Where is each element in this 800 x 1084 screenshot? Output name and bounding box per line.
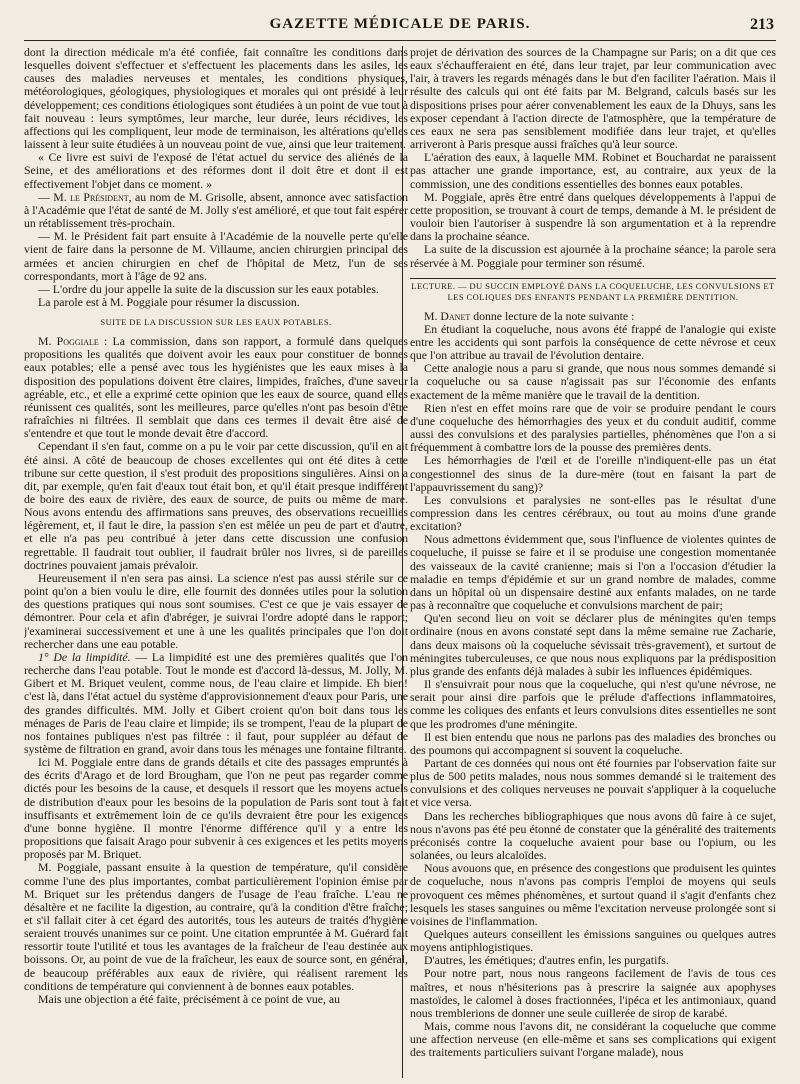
paragraph: projet de dérivation des sources de la Champagne sur Paris; on a dit que ces eaux s'échaufferaient en été, dans leur trajet, par leur communication avec l'air, à travers les regards ménagés dans le but d'en faciliter l'aération. Mais il résulte des calculs qui ont été faits par M. Belgrand, calculs basés sur les dispositions prises pour aérer convenablement les eaux de la Dhuys, sans les exposer cependant à l'action directe de l'atmosphère, que la température de ces eaux ne sera pas sensiblement modifiée dans leur trajet, et qu'elles arriveront à Paris presque aussi fraîches qu'à leur source. — [410, 46, 776, 152]
paragraph: Dans les recherches bibliographiques que nous avons dû faire à ce sujet, nous n'avons pas été peu étonné de constater que la généralité des traitements préconisés contre la coqueluche avaient pour base ou l'opium, ou les solanées, ou leurs alcaloïdes. — [410, 808, 776, 863]
speaker-name: M. Danet — [424, 308, 471, 323]
subheading: 1° De la limpidité. — [38, 649, 131, 664]
paragraph: « Ce livre est suivi de l'exposé de l'état actuel du service des aliénés de la Seine, et des améliorations et des réformes dont il doit être et dont il est effectivement l'objet dans ce moment. » — [24, 150, 408, 191]
page-header — [24, 16, 776, 41]
paragraph: Cependant il s'en faut, comme on a pu le voir par cette discussion, qu'il en ait été ainsi. A côté de beaucoup de choses excellentes qui ont été dites à cette tribune sur cette question, il s'est produit des propositions singulières. Ainsi on a dit, par exemple, qu'en fait d'eaux tout était bon, et qu'il était presque indifférent de boire des eaux de rivière, des eaux de source, de puits ou même de mare. Nous avons entendu des affirmations sans preuves, des observations recueillies légèrement, et, il faut le dire, la passion s'en est mêlée un peu de part et d'autre, et elle n'a pas peu contribué à jeter dans cette discussion une confusion regrettable. Il faudrait tout oublier, il faudrait brûler nos livres, si de pareilles doctrines pouvaient jamais prévaloir. — [24, 439, 408, 572]
paragraph: dont la direction médicale m'a été confiée, fait connaître les conditions dans lesquelles doivent s'effectuer et s'effectuent les placements dans les asiles, les causes des maladies nerveuses et mentales, les conditions physiques, météorologiques, géologiques, physiologiques et morales qui ont présidé à leur développement; ces conditions étiologiques sont étudiées à un point de vue tout à fait nouveau : leurs symptômes, leur marche, leur durée, leurs récidives, les affections qui les compliquent, leur mode de terminaison, les altérations qu'elles laissent à leur suite étudiées à un nouveau point de vue, ainsi que leur traitement. — [24, 46, 408, 152]
left-column — [24, 46, 408, 1076]
text-run: , au nom de M. Grisolle, absent, annonce avec satisfaction à l'Académie que l'état de santé de M. Jolly s'est amélioré, et que tout fait espérer un rétablissement très-prochain. — [24, 189, 408, 231]
paragraph: M. Poggiale, après être entré dans quelques développements à l'appui de cette proposition, se trouvant à court de temps, demande à M. le président de vouloir bien l'autoriser à suspendre là son argumentation et à la reprendre dans la prochaine séance. — [410, 189, 776, 244]
paragraph: La suite de la discussion est ajournée à la prochaine séance; la parole sera réservée à M. Poggiale pour terminer son résumé. — [410, 242, 776, 270]
speaker-name: le Président — [70, 189, 129, 204]
paragraph: M. Poggiale, passant ensuite à la question de température, qu'il considère comme l'une des plus importantes, combat particulièrement l'opinion émise par M. Briquet sur les prétendus dangers de l'usage de l'eau fraîche. L'eau ne désaltère et ne facilite la digestion, au contraire, qu'à la condition d'être fraîche; et s'il fallait citer à cet égard des autorités, tous les auteurs de traités d'hygiène seraient trouvés unanimes sur ce point. Une citation empruntée à M. Guérard fait ressortir toute l'utilité et tous les avantages de la fraîcheur de l'eau destinée aux boissons. Or, au point de vue de la fraîcheur, les eaux de source sont, en général, de beaucoup préférables aux eaux de rivière, qui réalisent rarement les conditions de température qui conviennent à de bonnes eaux potables. — [24, 860, 408, 993]
journal-title: GAZETTE MÉDICALE DE PARIS. — [269, 16, 531, 32]
paragraph: En étudiant la coqueluche, nous avons été frappé de l'analogie qui existe entre les accidents qui sont parfois la conséquence de cette névrose et ceux que l'on attribue au travail de l'évolution dentaire. — [410, 321, 776, 363]
paragraph: Partant de ces données qui nous ont été fournies par l'observation faite sur plus de 500 petits malades, nous nous sommes demandé si le traitement des convulsions et des coliques nerveuses ne pouvait s'appliquer à la coqueluche et vice versa. — [410, 755, 776, 810]
paragraph: Les convulsions et paralysies ne sont-elles pas le résultat d'une compression dans les centres cérébraux, ou tout au moins d'une grande excitation? — [410, 492, 776, 534]
paragraph: Nous admettons évidemment que, sous l'influence de violentes quintes de coqueluche, il puisse se faire et il se produise une congestion momentanée des vaisseaux de la cavité cranienne; mais si l'on a l'occasion d'étudier la maladie en temps d'épidémie et sur un grand nombre de malades, comme dans un hôpital où un dispensaire destiné aux enfants malades, on ne tarde pas à reconnaître que coqueluche et convulsions marchent de pair; — [410, 532, 776, 613]
paragraph: Nous avouons que, en présence des congestions que produisent les quintes de coqueluche, nous n'avons pas compris l'emploi de moyens qui seuls provoquent ces mêmes phénomènes, et surtout quand il s'agit d'enfants chez lesquels les stases sanguines ou même l'excitation nerveuse prolongée sont si voisines de l'inflammation. — [410, 861, 776, 928]
text-run: — La limpidité est une des premières qualités que l'on recherche dans l'eau potable. Tout le monde est d'accord là-dessus, M. Jolly, M. Gibert et M. Briquet veulent, comme nous, de l'eau claire et limpide. Eh bien! c'est là, dans l'état actuel du système d'approvisionnement d'eaux pour Paris, une des grandes difficultés. MM. Jolly et Gibert croient qu'on boit dans tous les ménages de Paris de l'eau claire et limpide; ils se trompent, l'eau de la plupart de nos fontaines publiques n'est pas filtrée : il faut, pour suppléer au défaut de système de filtration en grand, avoir dans tous les ménages une fontaine filtrante. — [24, 649, 408, 756]
paragraph: D'autres, les émétiques; d'autres enfin, les purgatifs. — [424, 953, 669, 968]
paragraph: Cette analogie nous a paru si grande, que nous nous sommes demandé si la coqueluche ou sa cause n'agissait pas sur l'économie des enfants exactement de la même manière que le travail de la dentition. — [410, 361, 776, 402]
paragraph: Qu'en second lieu on voit se déclarer plus de méningites qu'en temps ordinaire (nous en avons constaté sept dans la même semaine rue Zacharie, dans deux maisons où la coqueluche sévissait très-gravement), et surtout de méningites tuberculeuses, ce que nous nous expliquons par la prédisposition plus grande des enfants déjà malades à subir les influences épidémiques. — [410, 611, 776, 678]
paragraph: Les hémorrhagies de l'œil et de l'oreille n'indiquent-elle pas un état congestionnel des sinus de la dure-mère (tout en faisant la part de l'appauvrissement du sang)? — [410, 453, 776, 494]
paragraph: — M. le Président fait part ensuite à l'Académie de la nouvelle perte qu'elle vient de faire dans la personne de M. Villaume, ancien chirurgien principal des armées et ancien chirurgien en chef de l'hôpital de Metz, l'un de ses correspondants, mort à l'âge de 92 ans. — [24, 229, 408, 283]
paragraph: Mais une objection a été faite, précisément à ce point de vue, au — [38, 991, 341, 1006]
section-heading: LECTURE. — DU SUCCIN EMPLOYÉ DANS LA COQUELUCHE, LES CONVULSIONS ET LES COLIQUES DES ENFANTS PENDANT LA PREMIÈRE DENTITION. — [410, 278, 776, 303]
paragraph: L'aération des eaux, à laquelle MM. Robinet et Bouchardat ne paraissent pas attacher une grande importance, est, au contraire, aux yeux de la commission, une des conditions essentielles des bonnes eaux potables. — [410, 150, 776, 191]
page-number: 213 — [750, 16, 774, 33]
text-run: donne lecture de la note suivante : — [470, 308, 635, 323]
paragraph — [24, 651, 408, 756]
text-run: : La commission, dans son rapport, a formulé dans quelques propositions les qualités que doivent avoir les eaux pour constituer de bonnes eaux potables; elle a pensé avec tous les hygiénistes que les eaux mises à la disposition des populations doivent être claires, limpides, fraîches, d'une saveur agréable, etc., et elle a exprimé cette opinion que les eaux de source, quand elles réunissent ces qualités, sont les meilleures, parce qu'elles n'ont pas besoin d'être rafraîchies ni filtrées. Il semblait que dans ces termes il devait être aisé de s'entendre et que tout le monde devait être d'accord. — [24, 334, 408, 441]
paragraph: Quelques auteurs conseillent les émissions sanguines ou quelques autres moyens antiphlogistiques. — [410, 927, 776, 955]
paragraph — [24, 191, 408, 230]
paragraph: Ici M. Poggiale entre dans de grands détails et cite des passages empruntés à des écrits d'Arago et de lord Brougham, que l'on ne peut pas regarder comme dictés pour les besoins de la cause, et desquels il ressort que les moyens actuels de distribution d'eaux pour les besoins de la population de Paris sont tout à fait insuffisants et extrêmement loin de ce qu'ils devraient être pour les exigences d'une bonne hygiène. Il montre l'énorme différence qu'il y a entre les propositions que faisait Arago pour subvenir à ces exigences et les petits moyens proposés par M. Briquet. — [24, 755, 408, 862]
section-heading: SUITE DE LA DISCUSSION SUR LES EAUX POTABLES. — [100, 317, 332, 328]
paragraph: Rien n'est en effet moins rare que de voir se produire pendant le cours d'une coqueluche des hémorrhagies des yeux et du conduit auditif, comme aussi des convulsions et des paralysies partielles, phénomènes que l'on a si fréquemment à combattre lors de la pousse des premières dents. — [410, 400, 776, 455]
right-column — [410, 46, 776, 1076]
paragraph: Heureusement il n'en sera pas ainsi. La science n'est pas aussi stérile sur ce point qu'on a bien voulu le dire, elle fournit des données utiles pour la solution des questions pratiques qui nous sont soumises. C'est ce que je vais essayer de démontrer. Pour cela et afin d'abréger, je suivrai l'ordre adopté dans le rapport; j'examinerai successivement et une à une les qualités principales que l'on doit rechercher dans une eau potable. — [24, 570, 408, 651]
paragraph — [410, 310, 776, 323]
paragraph: Pour notre part, nous nous rangeons facilement de l'avis de tous ces maîtres, et nous n'hésiterions pas à prescrire la saignée aux apophyses mastoïdes, le calomel à doses fractionnées, l'ipéca et les antimoniaux, quand nous tremblerions de donner une seule cuillerée de sirop de karabé. — [410, 966, 776, 1020]
speaker-name: M. Poggiale — [38, 334, 99, 349]
text-run: — M. — [38, 189, 71, 204]
paragraph: Il s'ensuivrait pour nous que la coqueluche, qui n'est qu'une névrose, ne serait pour ainsi dire parfois que le prélude d'affections inflammatoires, comme les coliques des enfants et leurs convulsions dites essentielles ne sont que les prodromes d'une méningite. — [410, 677, 776, 731]
paragraph: — L'ordre du jour appelle la suite de la discussion sur les eaux potables. — [38, 281, 379, 296]
paragraph: Il est bien entendu que nous ne parlons pas des maladies des bronches ou des poumons qui accompagnent si souvent la coqueluche. — [410, 729, 776, 757]
paragraph — [24, 335, 408, 440]
paragraph: La parole est à M. Poggiale pour résumer la discussion. — [38, 294, 300, 309]
paragraph: Mais, comme nous l'avons dit, ne considérant la coqueluche que comme une affection nerveuse (en elle-même et sans ses complications qui exigent des traitements particuliers suivant l'organe malade), nous — [410, 1019, 776, 1060]
